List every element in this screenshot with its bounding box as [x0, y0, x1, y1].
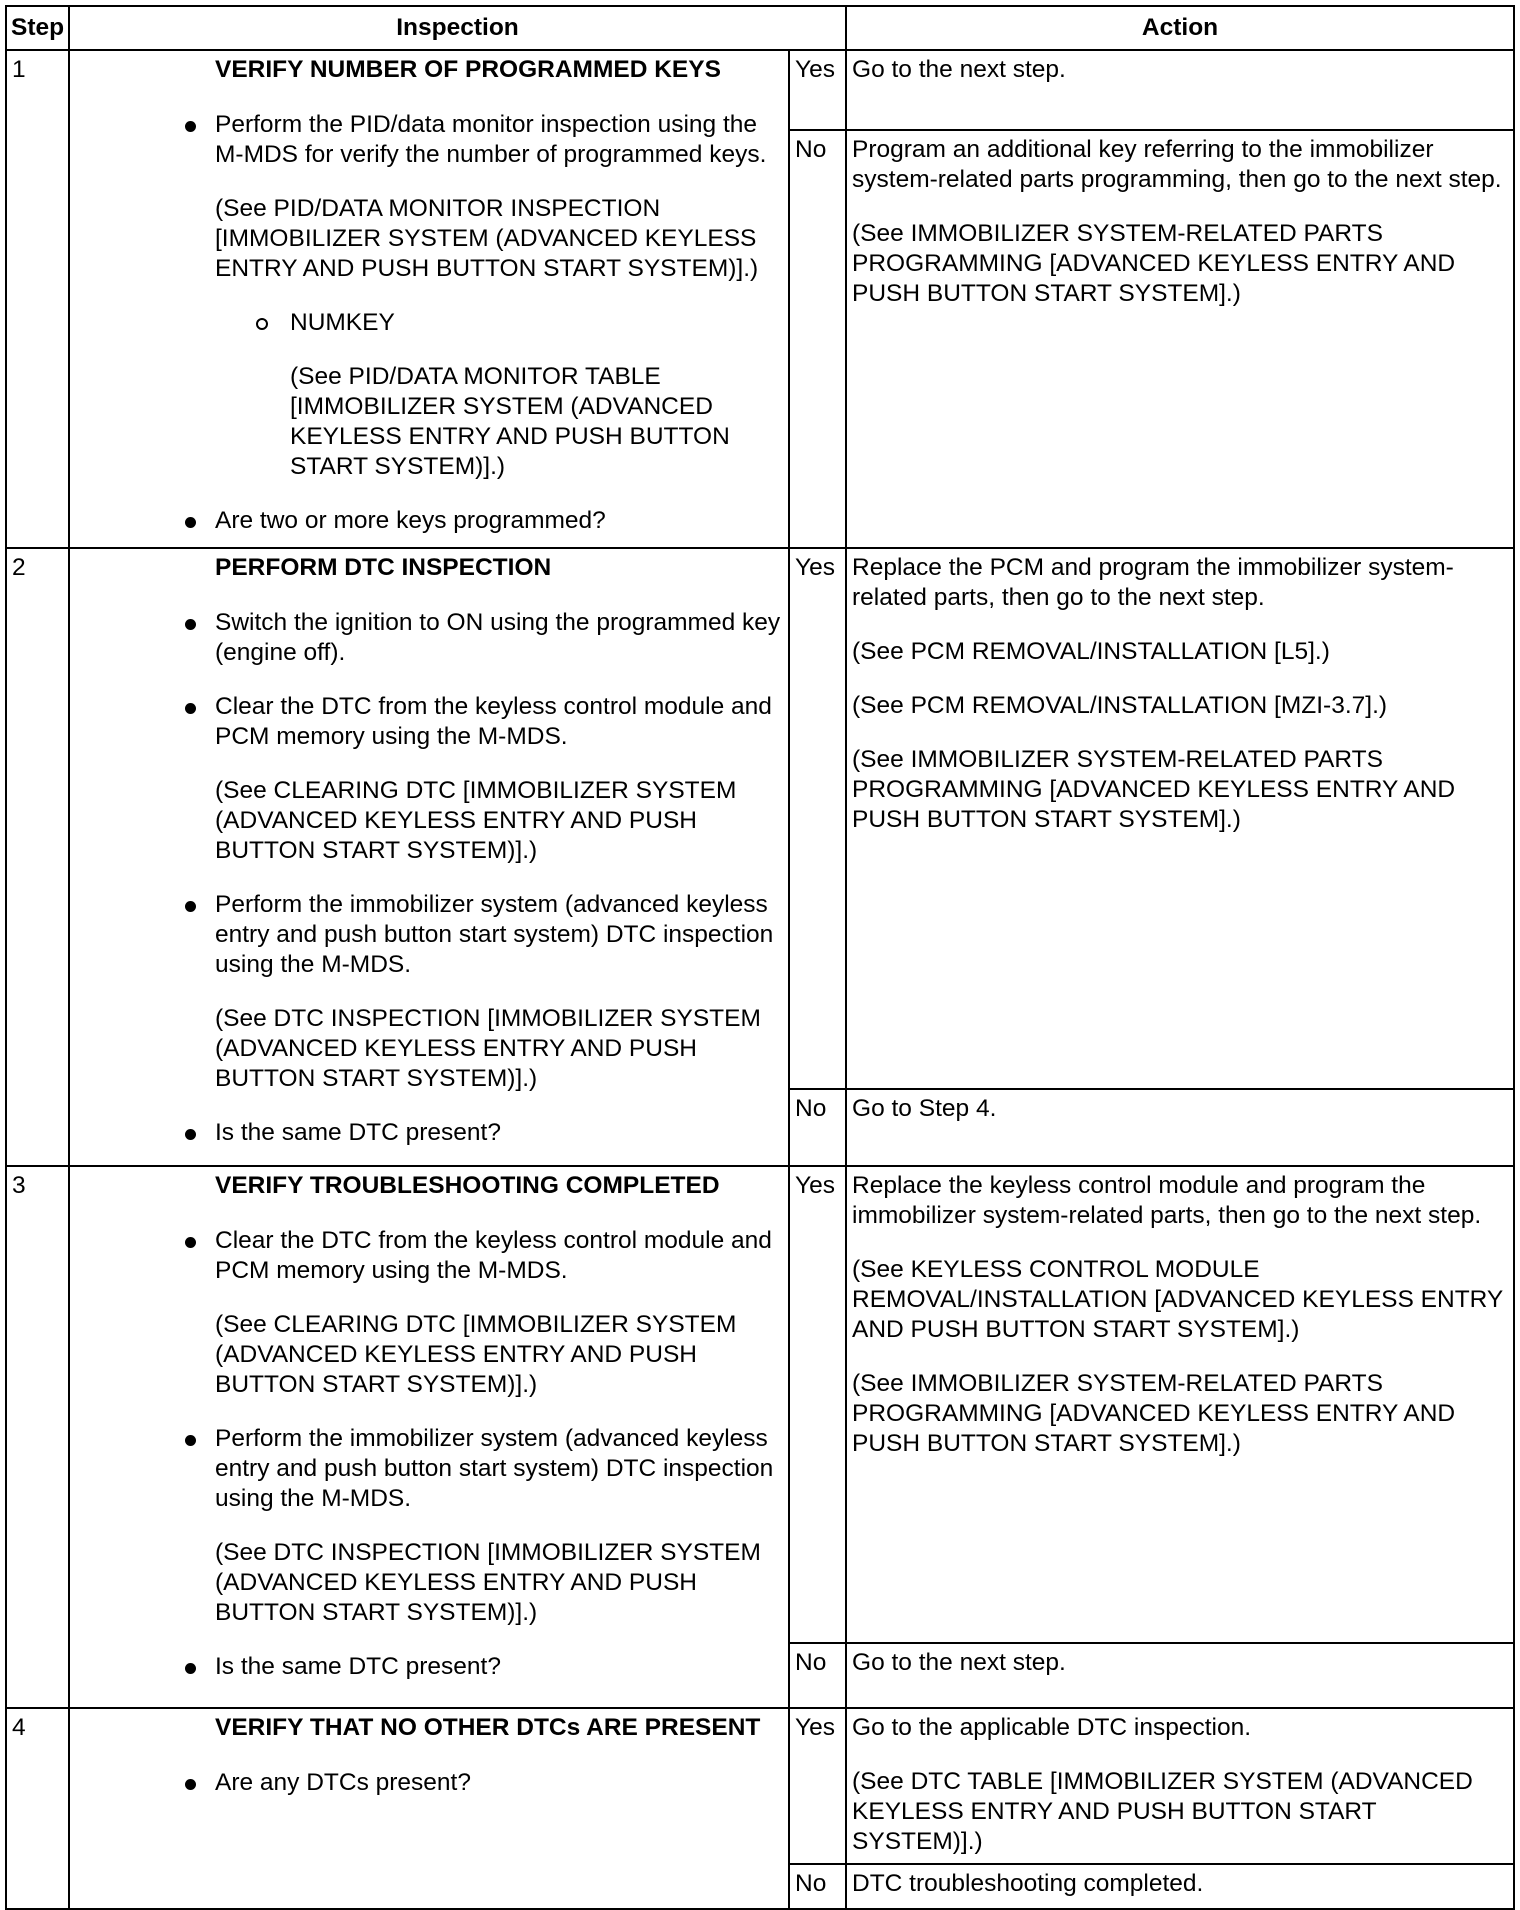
action-cell — [846, 50, 1514, 130]
action-text: Go to the next step. — [852, 56, 1066, 83]
action-text: Replace the PCM and program the immobilizer system-related parts, then go to the next step. — [852, 554, 1454, 611]
action-text: Program an additional key referring to the immobilizer system-related parts programming, then go to the next step. — [852, 136, 1502, 193]
inspection-title: VERIFY THAT NO OTHER DTCs ARE PRESENT — [215, 1714, 761, 1741]
inspection-bullet: Perform the immobilizer system (advanced keyless entry and push button start system) DTC inspection using the M-MDS. — [215, 1424, 783, 1514]
action-text: (See PCM REMOVAL/INSTALLATION [L5].) — [852, 638, 1330, 665]
action-cell — [846, 1089, 1514, 1166]
steps-body — [6, 50, 1514, 1909]
inspection-bullet: Perform the immobilizer system (advanced keyless entry and push button start system) DTC inspection using the M-MDS. — [215, 890, 783, 980]
inspection-bullet: Is the same DTC present? — [215, 1652, 783, 1682]
inspection-bullet: Switch the ignition to ON using the programmed key (engine off). — [215, 608, 783, 668]
step-row — [6, 50, 1514, 130]
action-text: Go to the applicable DTC inspection. — [852, 1714, 1252, 1741]
step-number: 2 — [6, 548, 69, 1166]
action-cell — [846, 1643, 1514, 1708]
header-inspection: Inspection — [69, 6, 846, 50]
header-step: Step — [6, 6, 69, 50]
step-row — [6, 1708, 1514, 1864]
inspection-cell — [69, 1708, 789, 1909]
inspection-note: (See PID/DATA MONITOR INSPECTION [IMMOBILIZER SYSTEM (ADVANCED KEYLESS ENTRY AND PUSH BUTTON START SYSTEM)].) — [215, 195, 759, 282]
inspection-sub-bullet: NUMKEY — [290, 308, 783, 338]
troubleshooting-table — [5, 5, 1515, 1910]
inspection-title: VERIFY TROUBLESHOOTING COMPLETED — [215, 1172, 720, 1199]
action-cell — [846, 548, 1514, 1089]
inspection-note: (See DTC INSPECTION [IMMOBILIZER SYSTEM (ADVANCED KEYLESS ENTRY AND PUSH BUTTON START SYSTEM)].) — [215, 1005, 761, 1092]
step-row — [6, 1166, 1514, 1643]
answer-no: No — [789, 1643, 846, 1708]
action-text: DTC troubleshooting completed. — [852, 1870, 1204, 1897]
answer-yes: Yes — [789, 1166, 846, 1643]
action-text: Go to the next step. — [852, 1649, 1066, 1676]
inspection-note: (See CLEARING DTC [IMMOBILIZER SYSTEM (ADVANCED KEYLESS ENTRY AND PUSH BUTTON START SYSTEM)].) — [215, 1311, 737, 1398]
inspection-title: VERIFY NUMBER OF PROGRAMMED KEYS — [215, 56, 721, 83]
step-number: 3 — [6, 1166, 69, 1708]
action-cell — [846, 1166, 1514, 1643]
answer-no: No — [789, 130, 846, 548]
header-action: Action — [846, 6, 1514, 50]
inspection-bullet: Are two or more keys programmed? — [215, 506, 783, 536]
inspection-bullet: Clear the DTC from the keyless control module and PCM memory using the M-MDS. — [215, 1226, 783, 1286]
inspection-bullet: Are any DTCs present? — [215, 1768, 783, 1798]
inspection-bullet: Clear the DTC from the keyless control module and PCM memory using the M-MDS. — [215, 692, 783, 752]
action-text: (See IMMOBILIZER SYSTEM-RELATED PARTS PROGRAMMING [ADVANCED KEYLESS ENTRY AND PUSH BUTTON START SYSTEM].) — [852, 1370, 1456, 1457]
step-row — [6, 548, 1514, 1089]
action-text: Go to Step 4. — [852, 1095, 997, 1122]
inspection-cell — [69, 1166, 789, 1708]
action-cell — [846, 1864, 1514, 1909]
action-text: (See DTC TABLE [IMMOBILIZER SYSTEM (ADVANCED KEYLESS ENTRY AND PUSH BUTTON START SYSTEM)].) — [852, 1768, 1473, 1855]
inspection-note: (See DTC INSPECTION [IMMOBILIZER SYSTEM (ADVANCED KEYLESS ENTRY AND PUSH BUTTON START SYSTEM)].) — [215, 1539, 761, 1626]
answer-no: No — [789, 1089, 846, 1166]
action-text: (See PCM REMOVAL/INSTALLATION [MZI-3.7].) — [852, 692, 1388, 719]
inspection-cell — [69, 548, 789, 1166]
answer-yes: Yes — [789, 1708, 846, 1864]
answer-no: No — [789, 1864, 846, 1909]
inspection-note: (See CLEARING DTC [IMMOBILIZER SYSTEM (ADVANCED KEYLESS ENTRY AND PUSH BUTTON START SYSTEM)].) — [215, 777, 737, 864]
action-cell — [846, 1708, 1514, 1864]
inspection-bullet: Is the same DTC present? — [215, 1118, 783, 1148]
action-text: Replace the keyless control module and program the immobilizer system-related parts, then go to the next step. — [852, 1172, 1482, 1229]
action-text: (See IMMOBILIZER SYSTEM-RELATED PARTS PROGRAMMING [ADVANCED KEYLESS ENTRY AND PUSH BUTTON START SYSTEM].) — [852, 746, 1456, 833]
action-text: (See IMMOBILIZER SYSTEM-RELATED PARTS PROGRAMMING [ADVANCED KEYLESS ENTRY AND PUSH BUTTON START SYSTEM].) — [852, 220, 1456, 307]
answer-yes: Yes — [789, 50, 846, 130]
inspection-title: PERFORM DTC INSPECTION — [215, 554, 552, 581]
inspection-cell — [69, 50, 789, 548]
action-cell — [846, 130, 1514, 548]
step-number: 4 — [6, 1708, 69, 1909]
inspection-bullet: Perform the PID/data monitor inspection using the M-MDS for verify the number of programmed keys. — [215, 110, 783, 170]
header-row — [6, 6, 1514, 50]
step-number: 1 — [6, 50, 69, 548]
action-text: (See KEYLESS CONTROL MODULE REMOVAL/INSTALLATION [ADVANCED KEYLESS ENTRY AND PUSH BUTTON START SYSTEM].) — [852, 1256, 1503, 1343]
inspection-sub-note: (See PID/DATA MONITOR TABLE [IMMOBILIZER SYSTEM (ADVANCED KEYLESS ENTRY AND PUSH BUTTON START SYSTEM)].) — [290, 363, 730, 480]
answer-yes: Yes — [789, 548, 846, 1089]
